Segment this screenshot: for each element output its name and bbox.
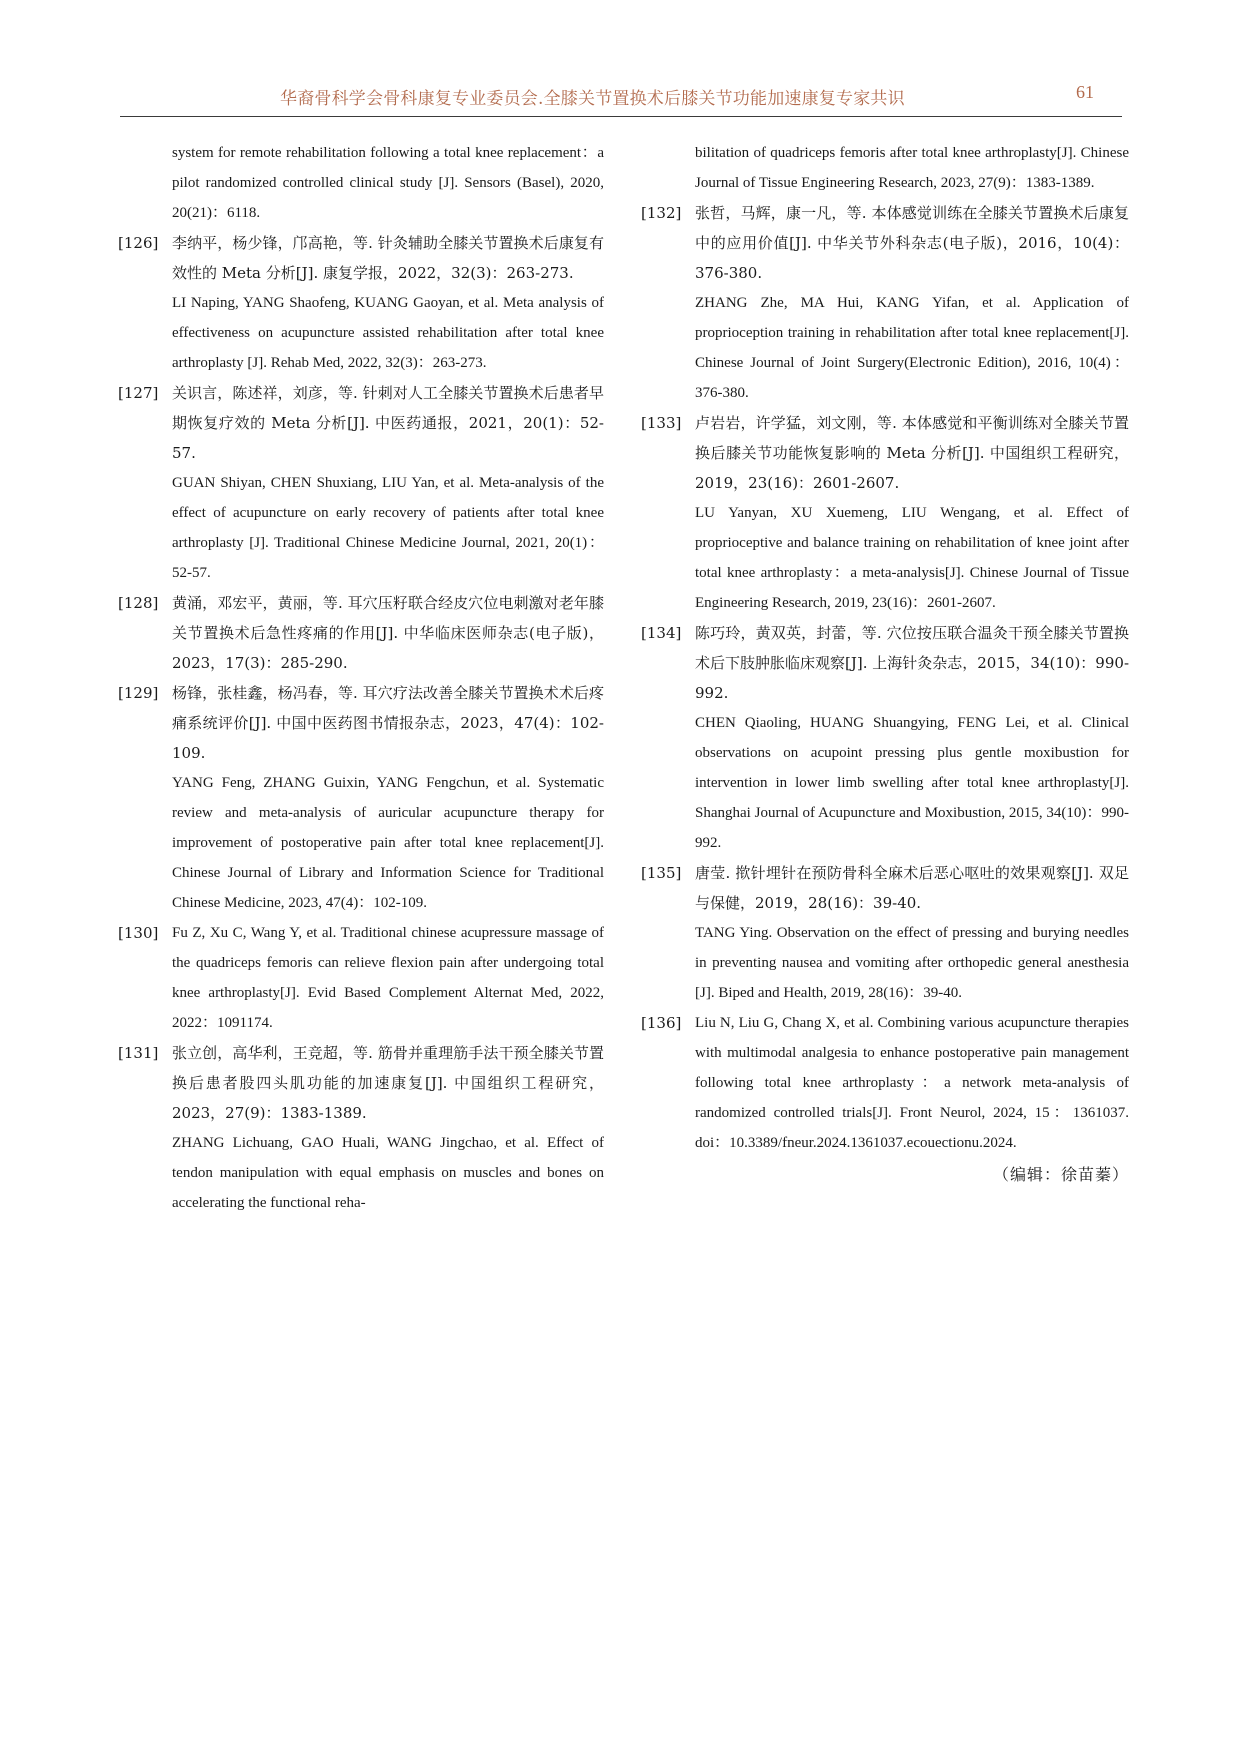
- page-number: 61: [1076, 82, 1094, 102]
- reference-english-text: system for remote rehabilitation following a total knee replacement：a pilot randomized controlled clinical study [J]. Sensors (Basel), 2020, 20(21)：6118.: [172, 145, 604, 221]
- reference-english-text: YANG Feng, ZHANG Guixin, YANG Fengchun, et al. Systematic review and meta-analysis of auricular acupuncture therapy for improvement of postoperative pain after total knee replacement[J]. Chinese Journal of Library and Information Science for Traditional Chinese Medicine, 2023, 47(4)：102-109.: [172, 775, 604, 911]
- running-header: [120, 70, 1122, 117]
- reference-chinese-text: 陈巧玲，黄双英，封蕾，等. 穴位按压联合温灸干预全膝关节置换术后下肢肿胀临床观察[J]. 上海针灸杂志，2015，34(10)：990-992.: [695, 624, 1130, 702]
- reference-number: [135]: [641, 864, 682, 882]
- editor-credit: （编辑：徐苗蓁）: [992, 1165, 1129, 1184]
- reference-chinese-text: 黄涌，邓宏平，黄丽，等. 耳穴压籽联合经皮穴位电刺激对老年膝关节置换术后急性疼痛的作用[J]. 中华临床医师杂志(电子版)，2023，17(3)：285-290.: [172, 594, 604, 672]
- reference-131: [118, 1038, 604, 1218]
- reference-english-text: Liu N, Liu G, Chang X, et al. Combining various acupuncture therapies with multimodal analgesia to enhance postoperative pain management following total knee arthroplasty：a network meta-analysis of randomized controlled trials[J]. Front Neurol, 2024, 15：1361037. doi：10.3389/fneur.2024.1361037.ecouectionu.2024.: [695, 1015, 1129, 1151]
- reference-chinese-text: 杨锋，张桂鑫，杨冯春，等. 耳穴疗法改善全膝关节置换术术后疼痛系统评价[J]. 中国中医药图书情报杂志，2023，47(4)：102-109.: [172, 684, 604, 762]
- reference-number: [134]: [641, 624, 682, 642]
- reference-number: [130]: [118, 924, 159, 942]
- reference-chinese-text: 张立创，高华利，王竞超，等. 筋骨并重理筋手法干预全膝关节置换后患者股四头肌功能的加速康复[J]. 中国组织工程研究，2023，27(9)：1383-1389.: [172, 1044, 604, 1122]
- reference-english-text: LU Yanyan, XU Xuemeng, LIU Wengang, et al. Effect of proprioceptive and balance training on rehabilitation of knee joint after total knee arthroplasty：a meta-analysis[J]. Chinese Journal of Tissue Engineering Research, 2019, 23(16)：2601-2607.: [695, 505, 1129, 611]
- reference-number: [132]: [641, 204, 682, 222]
- reference-number: [131]: [118, 1044, 159, 1062]
- reference-130: [118, 918, 604, 1038]
- reference-126: [118, 228, 604, 378]
- reference-number: [127]: [118, 384, 159, 402]
- reference-english-text: LI Naping, YANG Shaofeng, KUANG Gaoyan, et al. Meta analysis of effectiveness on acupuncture assisted rehabilitation after total knee arthroplasty [J]. Rehab Med, 2022, 32(3)：263-273.: [172, 295, 604, 371]
- reference-133: [641, 408, 1129, 618]
- reference-129: [118, 678, 604, 918]
- reference-chinese-text: 李纳平，杨少锋，邝高艳，等. 针灸辅助全膝关节置换术后康复有效性的 Meta 分析[J]. 康复学报，2022，32(3)：263-273.: [172, 234, 604, 282]
- right-column: [641, 138, 1129, 1190]
- reference-136: [641, 1008, 1129, 1158]
- reference-english-text: ZHANG Lichuang, GAO Huali, WANG Jingchao, et al. Effect of tendon manipulation with equal emphasis on muscles and bones on accelerating the functional reha-: [172, 1135, 604, 1211]
- reference-chinese-text: 张哲，马辉，康一凡，等. 本体感觉训练在全膝关节置换术后康复中的应用价值[J]. 中华关节外科杂志(电子版)，2016，10(4)：376-380.: [695, 204, 1129, 282]
- reference-chinese-text: 关识言，陈述祥，刘彦，等. 针刺对人工全膝关节置换术后患者早期恢复疗效的 Meta 分析[J]. 中医药通报，2021，20(1)：52-57.: [172, 384, 604, 462]
- reference-number: [128]: [118, 594, 159, 612]
- reference-128: [118, 588, 604, 678]
- reference-continuation: [641, 138, 1129, 198]
- reference-english-text: GUAN Shiyan, CHEN Shuxiang, LIU Yan, et al. Meta-analysis of the effect of acupuncture on early recovery of patients after total knee arthroplasty [J]. Traditional Chinese Medicine Journal, 2021, 20(1)：52-57.: [172, 475, 604, 581]
- reference-chinese-text: 唐莹. 揿针埋针在预防骨科全麻术后恶心呕吐的效果观察[J]. 双足与保健，2019，28(16)：39-40.: [695, 864, 1129, 912]
- reference-english-text: bilitation of quadriceps femoris after total knee arthroplasty[J]. Chinese Journal of Tissue Engineering Research, 2023, 27(9)：1383-1389.: [695, 145, 1129, 191]
- reference-continuation: [118, 138, 604, 228]
- reference-english-text: ZHANG Zhe, MA Hui, KANG Yifan, et al. Application of proprioception training in rehabilitation after total knee replacement[J]. Chinese Journal of Joint Surgery(Electronic Edition), 2016, 10(4)：376-380.: [695, 295, 1129, 401]
- reference-number: [133]: [641, 414, 682, 432]
- reference-number: [129]: [118, 684, 159, 702]
- reference-english-text: CHEN Qiaoling, HUANG Shuangying, FENG Lei, et al. Clinical observations on acupoint pressing plus gentle moxibustion for intervention in lower limb swelling after total knee arthroplasty[J]. Shanghai Journal of Acupuncture and Moxibustion, 2015, 34(10)：990-992.: [695, 715, 1129, 851]
- left-column: [118, 138, 604, 1218]
- reference-132: [641, 198, 1129, 408]
- reference-english-text: Fu Z, Xu C, Wang Y, et al. Traditional chinese acupressure massage of the quadriceps femoris can relieve flexion pain after undergoing total knee arthroplasty[J]. Evid Based Complement Alternat Med, 2022, 2022：1091174.: [172, 925, 604, 1031]
- reference-134: [641, 618, 1129, 858]
- reference-english-text: TANG Ying. Observation on the effect of pressing and burying needles in preventing nausea and vomiting after orthopedic general anesthesia [J]. Biped and Health, 2019, 28(16)：39-40.: [695, 925, 1129, 1001]
- reference-135: [641, 858, 1129, 1008]
- header-title: 华裔骨科学会骨科康复专业委员会.全膝关节置换术后膝关节功能加速康复专家共识: [280, 89, 905, 109]
- reference-127: [118, 378, 604, 588]
- reference-chinese-text: 卢岩岩，许学猛，刘文刚，等. 本体感觉和平衡训练对全膝关节置换后膝关节功能恢复影响的 Meta 分析[J]. 中国组织工程研究，2019，23(16)：2601-2607.: [695, 414, 1129, 492]
- reference-number: [136]: [641, 1014, 682, 1032]
- reference-number: [126]: [118, 234, 159, 252]
